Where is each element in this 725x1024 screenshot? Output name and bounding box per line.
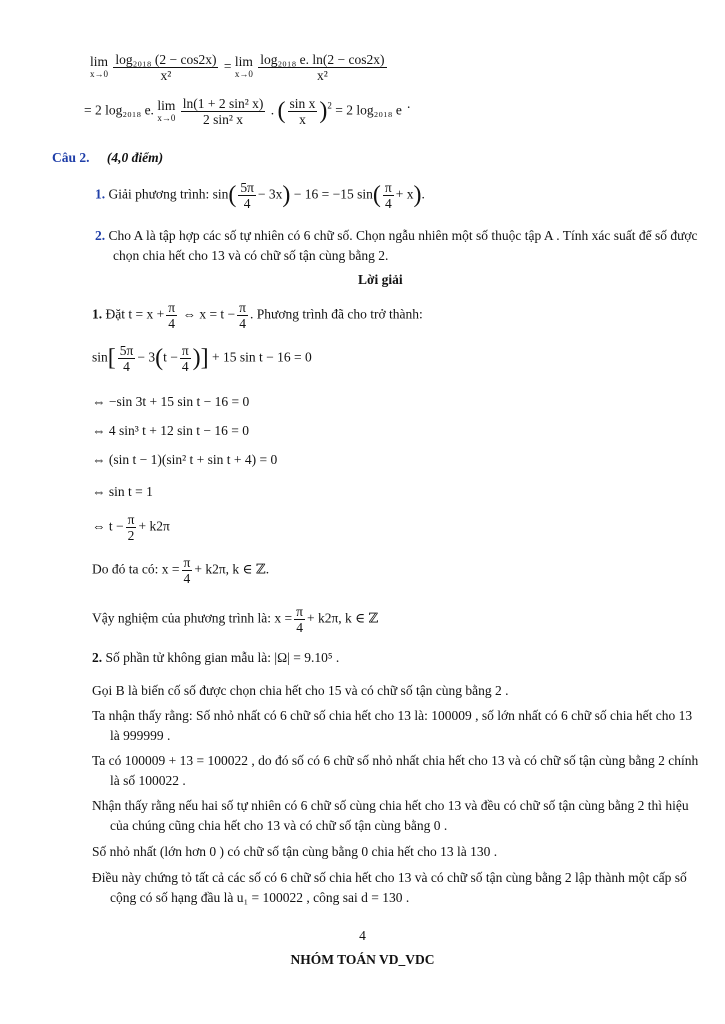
para-goi: Gọi B là biến cố số được chọn chia hết cho 15 và có chữ số tận cùng bằng 2 . [92, 683, 509, 698]
limit-fraction-left: $\frac{\text{log₂₀₁₈ (2 − cos2x)}}{\text{x²}}$ [115, 52, 217, 83]
solution-1-intro: 1. Đặt t = x + $\frac{\pi}{4}$ ⇔ x = t − $\frac{\pi}{4}$ . Phương trình đã cho trở thành: [92, 300, 423, 331]
limit-line-2: = 2 log₂₀₁₈ e. lim x→0 $\frac{\text{ln(1 + 2 sin² x)}}{\text{2 sin² x}}$ . ( $\frac{\text{sin x}}{x}$ )$^2$ = 2 log₂₀₁₈ e [84, 96, 402, 127]
limit-fraction-right: $\frac{\text{log₂₀₁₈ e. ln(2 − cos2x)}}{\text{x²}}$ [260, 52, 385, 83]
question-part-1: 1. Giải phương trình: sin( $\frac{5\pi}{4}$ − 3x) − 16 = −15 sin( $\frac{\pi}{4}$ + x). [95, 180, 425, 211]
limit-result: = 2 log₂₀₁₈ e [335, 102, 402, 118]
lim-operator: lim x→0 [90, 53, 109, 79]
equation-step-5: ⇔ sin t = 1 [92, 484, 153, 499]
equation-step-3: ⇔ 4 sin³ t + 12 sin t − 16 = 0 [92, 423, 250, 438]
equals-sign: = [223, 58, 232, 74]
question-label: Câu 2. [52, 150, 90, 165]
limit-fraction-ln: $\frac{\text{ln(1 + 2 sin² x)}}{\text{2 sin² x}}$ [182, 96, 264, 127]
part-1-number: 1. [95, 186, 106, 202]
final-answer: Vậy nghiệm của phương trình là: x = $\frac{\pi}{4}$ + k2π, k ∈ ℤ [92, 604, 379, 635]
part-2-text: Cho A là tập hợp các số tự nhiên có 6 chữ số. Chọn ngẫu nhiên một số thuộc tập A . Tính xác suất để số được chọn chia hết cho 13 và có chữ số tận cùng bằng 2. [108, 228, 698, 263]
limit-prefix: = 2 log₂₀₁₈ e. [84, 102, 154, 118]
para-ta-co: Ta có 100009 + 13 = 100022 , do đó số có 6 chữ số nhỏ nhất chia hết cho 13 và có chữ số tận cùng bằng 2 chính là số 100022 . [92, 753, 699, 788]
conclusion-x: Do đó ta có: x = $\frac{\pi}{4}$ + k2π, k ∈ ℤ. [92, 555, 270, 586]
para-so-nho-nhat: Số nhỏ nhất (lớn hơn 0 ) có chữ số tận cùng bằng 0 chia hết cho 13 là 130 . [92, 844, 498, 859]
para-dieu-nay: Điều này chứng tỏ tất cả các số có 6 chữ số chia hết cho 13 và có chữ số tận cùng bằng 2 lập thành một cấp số cộng có số hạng đầu là u₁ = 100022 , công sai d = 130 . [92, 870, 687, 905]
equation-step-1: sin[ $\frac{5\pi}{4}$ − 3(t − $\frac{\pi}{4}$ )] + 15 sin t − 16 = 0 [92, 343, 312, 374]
lim-operator-2: lim x→0 [234, 53, 253, 79]
equation-step-4: ⇔ (sin t − 1)(sin² t + sin t + 4) = 0 [92, 452, 278, 467]
limit-line-1 [90, 52, 389, 83]
para-nhan-thay: Ta nhận thấy rằng: Số nhỏ nhất có 6 chữ số chia hết cho 13 là: 100009 , số lớn nhất có 6 chữ số chia hết cho 13 là 999999 . [92, 708, 693, 743]
solution-2-intro: 2. Số phần tử không gian mẫu là: |Ω| = 9.10⁵ . [92, 650, 340, 665]
solution-heading: Lời giải [358, 272, 403, 287]
question-part-2 [95, 226, 698, 266]
page-number: 4 [359, 928, 366, 943]
part-1-text: Giải phương trình: [108, 186, 210, 202]
limit-fraction-sinx: $\frac{\text{sin x}}{x}$ [289, 96, 316, 127]
para-neu-hai-so: Nhận thấy rằng nếu hai số tự nhiên có 6 chữ số cùng chia hết cho 13 và đều có chữ số tận cùng bằng 2 thì hiệu của chúng cũng chia hết cho 13 và có chữ số tận cùng bằng 0 . [92, 798, 689, 833]
equation-step-6: ⇔ t − $\frac{\pi}{2}$ + k2π [92, 512, 170, 543]
question-points: (4,0 điểm) [106, 150, 164, 165]
lim-operator-3: lim x→0 [157, 97, 176, 123]
question-header [52, 150, 163, 166]
dot: . [270, 102, 275, 118]
limit-period: . [407, 96, 411, 111]
part-2-number: 2. [95, 228, 106, 243]
footer-group-name: NHÓM TOÁN VD_VDC [290, 952, 435, 967]
equation-step-2: ⇔ −sin 3t + 15 sin t − 16 = 0 [92, 394, 250, 409]
